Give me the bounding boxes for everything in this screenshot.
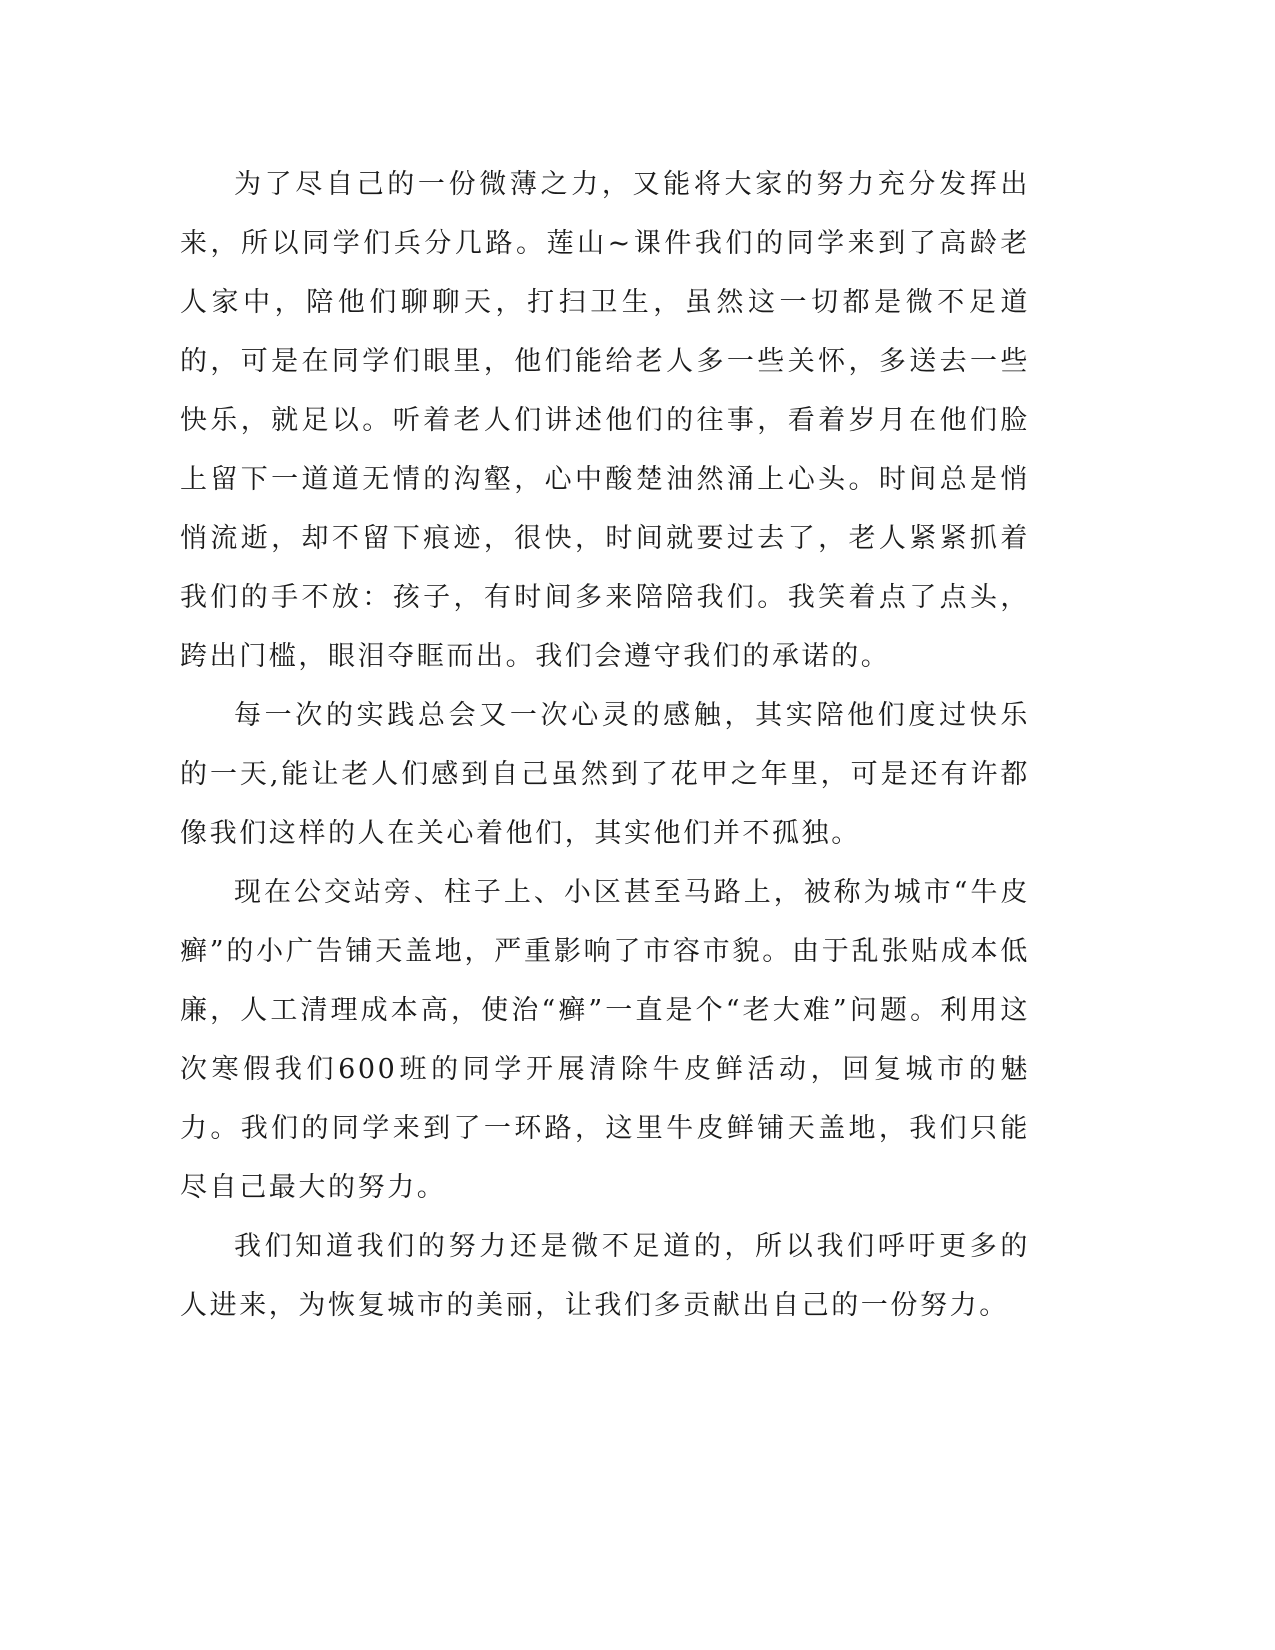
paragraph-4: 我们知道我们的努力还是微不足道的，所以我们呼吁更多的人进来，为恢复城市的美丽，让我们多贡献出自己的一份努力。	[180, 1231, 1030, 1321]
paragraph-2: 每一次的实践总会又一次心灵的感触，其实陪他们度过快乐的一天,能让老人们感到自己虽然到了花甲之年里，可是还有许都像我们这样的人在关心着他们，其实他们并不孤独。	[180, 700, 1030, 849]
paragraph-3: 现在公交站旁、柱子上、小区甚至马路上，被称为城市“牛皮癣”的小广告铺天盖地，严重影响了市容市貌。由于乱张贴成本低廉，人工清理成本高，使治“癣”一直是个“老大难”问题。利用这次寒假我们600班的同学开展清除牛皮鲜活动，回复城市的魅力。我们的同学来到了一环路，这里牛皮鲜铺天盖地，我们只能尽自己最大的努力。	[180, 877, 1030, 1203]
document-body	[180, 155, 1030, 1335]
paragraph-1: 为了尽自己的一份微薄之力，又能将大家的努力充分发挥出来，所以同学们兵分几路。莲山~课件我们的同学来到了高龄老人家中，陪他们聊聊天，打扫卫生，虽然这一切都是微不足道的，可是在同学们眼里，他们能给老人多一些关怀，多送去一些快乐，就足以。听着老人们讲述他们的往事，看着岁月在他们脸上留下一道道无情的沟壑，心中酸楚油然涌上心头。时间总是悄悄流逝，却不留下痕迹，很快，时间就要过去了，老人紧紧抓着我们的手不放：孩子，有时间多来陪陪我们。我笑着点了点头，跨出门槛，眼泪夺眶而出。我们会遵守我们的承诺的。	[180, 169, 1030, 672]
